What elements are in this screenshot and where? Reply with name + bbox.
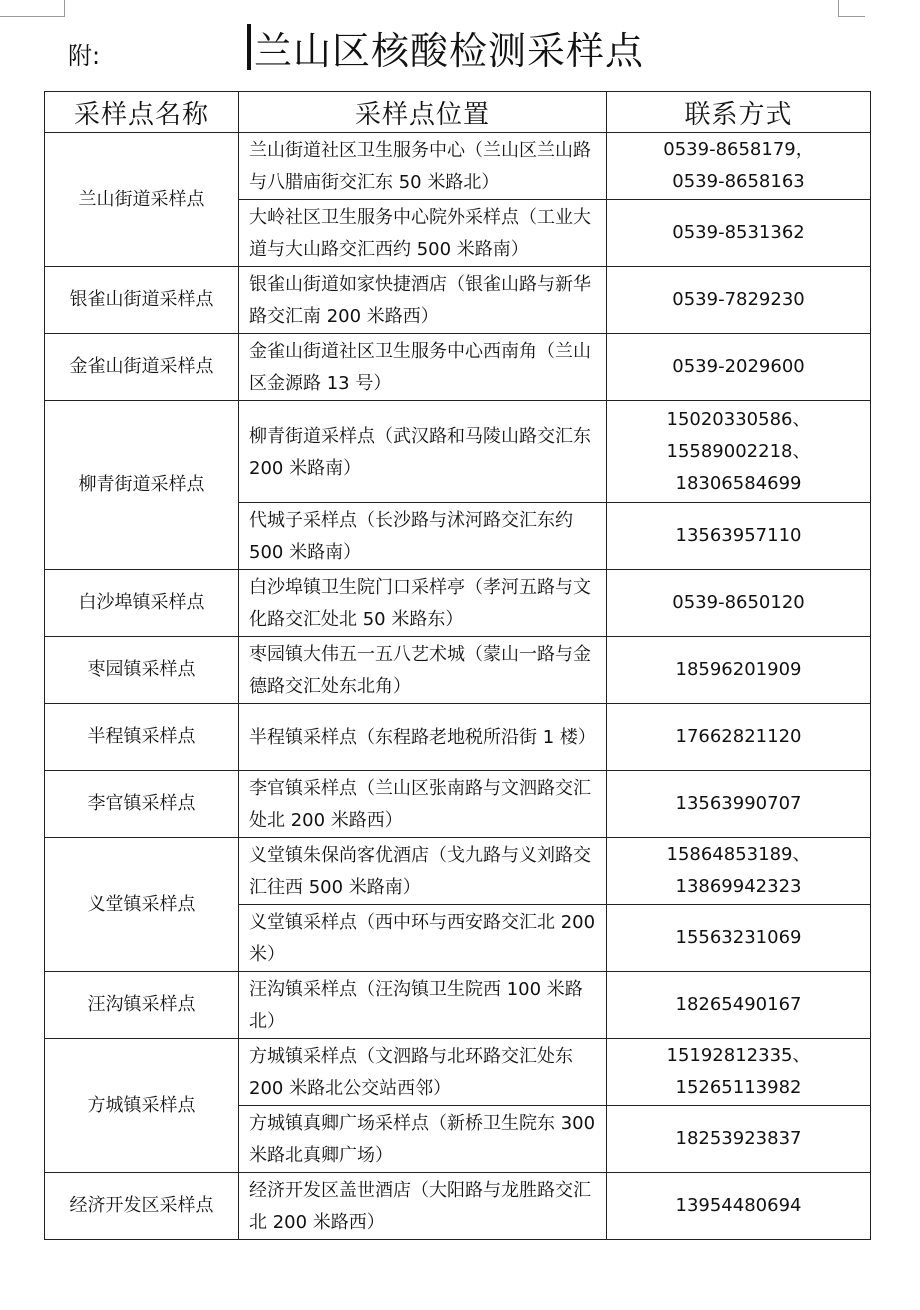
site-location: 方城镇采样点（文泗路与北环路交汇处东 200 米路北公交站西邻） [239,1039,607,1106]
site-group-name: 汪沟镇采样点 [45,972,239,1039]
site-group-name: 柳青街道采样点 [45,401,239,570]
contact-phone: 15589002218、 [666,440,811,462]
contact-phone: 18265490167 [675,994,802,1015]
contact-phone: 18306584699 [675,472,802,494]
site-contact [607,1173,871,1240]
table-row [45,334,871,401]
table-row [45,1039,871,1106]
site-contact [607,1106,871,1173]
contact-phone: 0539-8650120 [672,592,805,613]
table-row [45,570,871,637]
site-group-name: 经济开发区采样点 [45,1173,239,1240]
site-contact [607,133,871,200]
contact-phone: 18253923837 [675,1128,802,1149]
site-group-name: 兰山街道采样点 [45,133,239,267]
site-contact [607,771,871,838]
site-group-name: 银雀山街道采样点 [45,267,239,334]
contact-phone: 0539-8531362 [672,222,805,243]
text-cursor [247,24,251,70]
contact-phone: 13869942323 [675,876,802,897]
table-row [45,838,871,905]
site-contact [607,401,871,503]
sampling-sites-table [44,91,871,1240]
site-contact [607,1039,871,1106]
site-contact [607,637,871,704]
contact-phone: 13563957110 [675,525,802,546]
site-location: 经济开发区盖世酒店（大阳路与龙胜路交汇北 200 米路西） [239,1173,607,1240]
contact-phone: 17662821120 [675,726,802,747]
site-contact [607,905,871,972]
site-contact [607,972,871,1039]
contact-phone: 0539-8658179， [663,139,814,160]
site-group-name: 白沙埠镇采样点 [45,570,239,637]
column-header-location: 采样点位置 [239,92,607,133]
contact-phone: 13563990707 [675,793,802,814]
contact-phone: 15864853189、 [666,844,811,865]
contact-phone: 0539-7829230 [672,289,805,310]
site-group-name: 李官镇采样点 [45,771,239,838]
table-row [45,1173,871,1240]
site-location: 代城子采样点（长沙路与沭河路交汇东约 500 米路南） [239,503,607,570]
site-location: 枣园镇大伟五一五八艺术城（蒙山一路与金德路交汇处东北角） [239,637,607,704]
site-location: 汪沟镇采样点（汪沟镇卫生院西 100 米路北） [239,972,607,1039]
contact-phone: 15020330586、 [666,408,811,430]
site-group-name: 枣园镇采样点 [45,637,239,704]
site-contact [607,503,871,570]
site-location: 金雀山街道社区卫生服务中心西南角（兰山区金源路 13 号） [239,334,607,401]
site-group-name: 义堂镇采样点 [45,838,239,972]
contact-phone: 15265113982 [675,1077,802,1098]
page-title: 兰山区核酸检测采样点 [254,29,645,73]
column-header-contact: 联系方式 [607,92,871,133]
crop-mark-top-left [0,0,65,17]
table-header-row [45,92,871,133]
site-location: 李官镇采样点（兰山区张南路与文泗路交汇处北 200 米路西） [239,771,607,838]
site-contact [607,200,871,267]
site-location: 方城镇真卿广场采样点（新桥卫生院东 300 米路北真卿广场） [239,1106,607,1173]
crop-mark-top-right [838,0,865,17]
site-location: 半程镇采样点（东程路老地税所沿街 1 楼） [239,704,607,771]
column-header-name: 采样点名称 [45,92,239,133]
site-contact [607,838,871,905]
contact-phone: 13954480694 [675,1195,802,1216]
contact-phone: 0539-2029600 [672,356,805,377]
site-location: 白沙埠镇卫生院门口采样亭（孝河五路与文化路交汇处北 50 米路东） [239,570,607,637]
table-row [45,401,871,503]
contact-phone: 18596201909 [675,659,802,680]
site-group-name: 方城镇采样点 [45,1039,239,1173]
contact-phone: 15563231069 [675,927,802,948]
table-row [45,704,871,771]
site-group-name: 半程镇采样点 [45,704,239,771]
site-contact [607,704,871,771]
site-contact [607,334,871,401]
table-body [45,133,871,1240]
table-row [45,133,871,200]
table-row [45,267,871,334]
contact-phone: 0539-8658163 [672,171,805,192]
site-group-name: 金雀山街道采样点 [45,334,239,401]
site-location: 兰山街道社区卫生服务中心（兰山区兰山路与八腊庙街交汇东 50 米路北） [239,133,607,200]
site-location: 银雀山街道如家快捷酒店（银雀山路与新华路交汇南 200 米路西） [239,267,607,334]
table-row [45,771,871,838]
table-row [45,637,871,704]
site-location: 大岭社区卫生服务中心院外采样点（工业大道与大山路交汇西约 500 米路南） [239,200,607,267]
site-contact [607,570,871,637]
site-location: 义堂镇采样点（西中环与西安路交汇北 200 米） [239,905,607,972]
contact-phone: 15192812335、 [666,1045,811,1066]
attachment-label: 附: [68,42,101,70]
site-location: 柳青街道采样点（武汉路和马陵山路交汇东 200 米路南） [239,401,607,503]
site-location: 义堂镇朱保尚客优酒店（戈九路与义刘路交汇往西 500 米路南） [239,838,607,905]
table-row [45,972,871,1039]
site-contact [607,267,871,334]
